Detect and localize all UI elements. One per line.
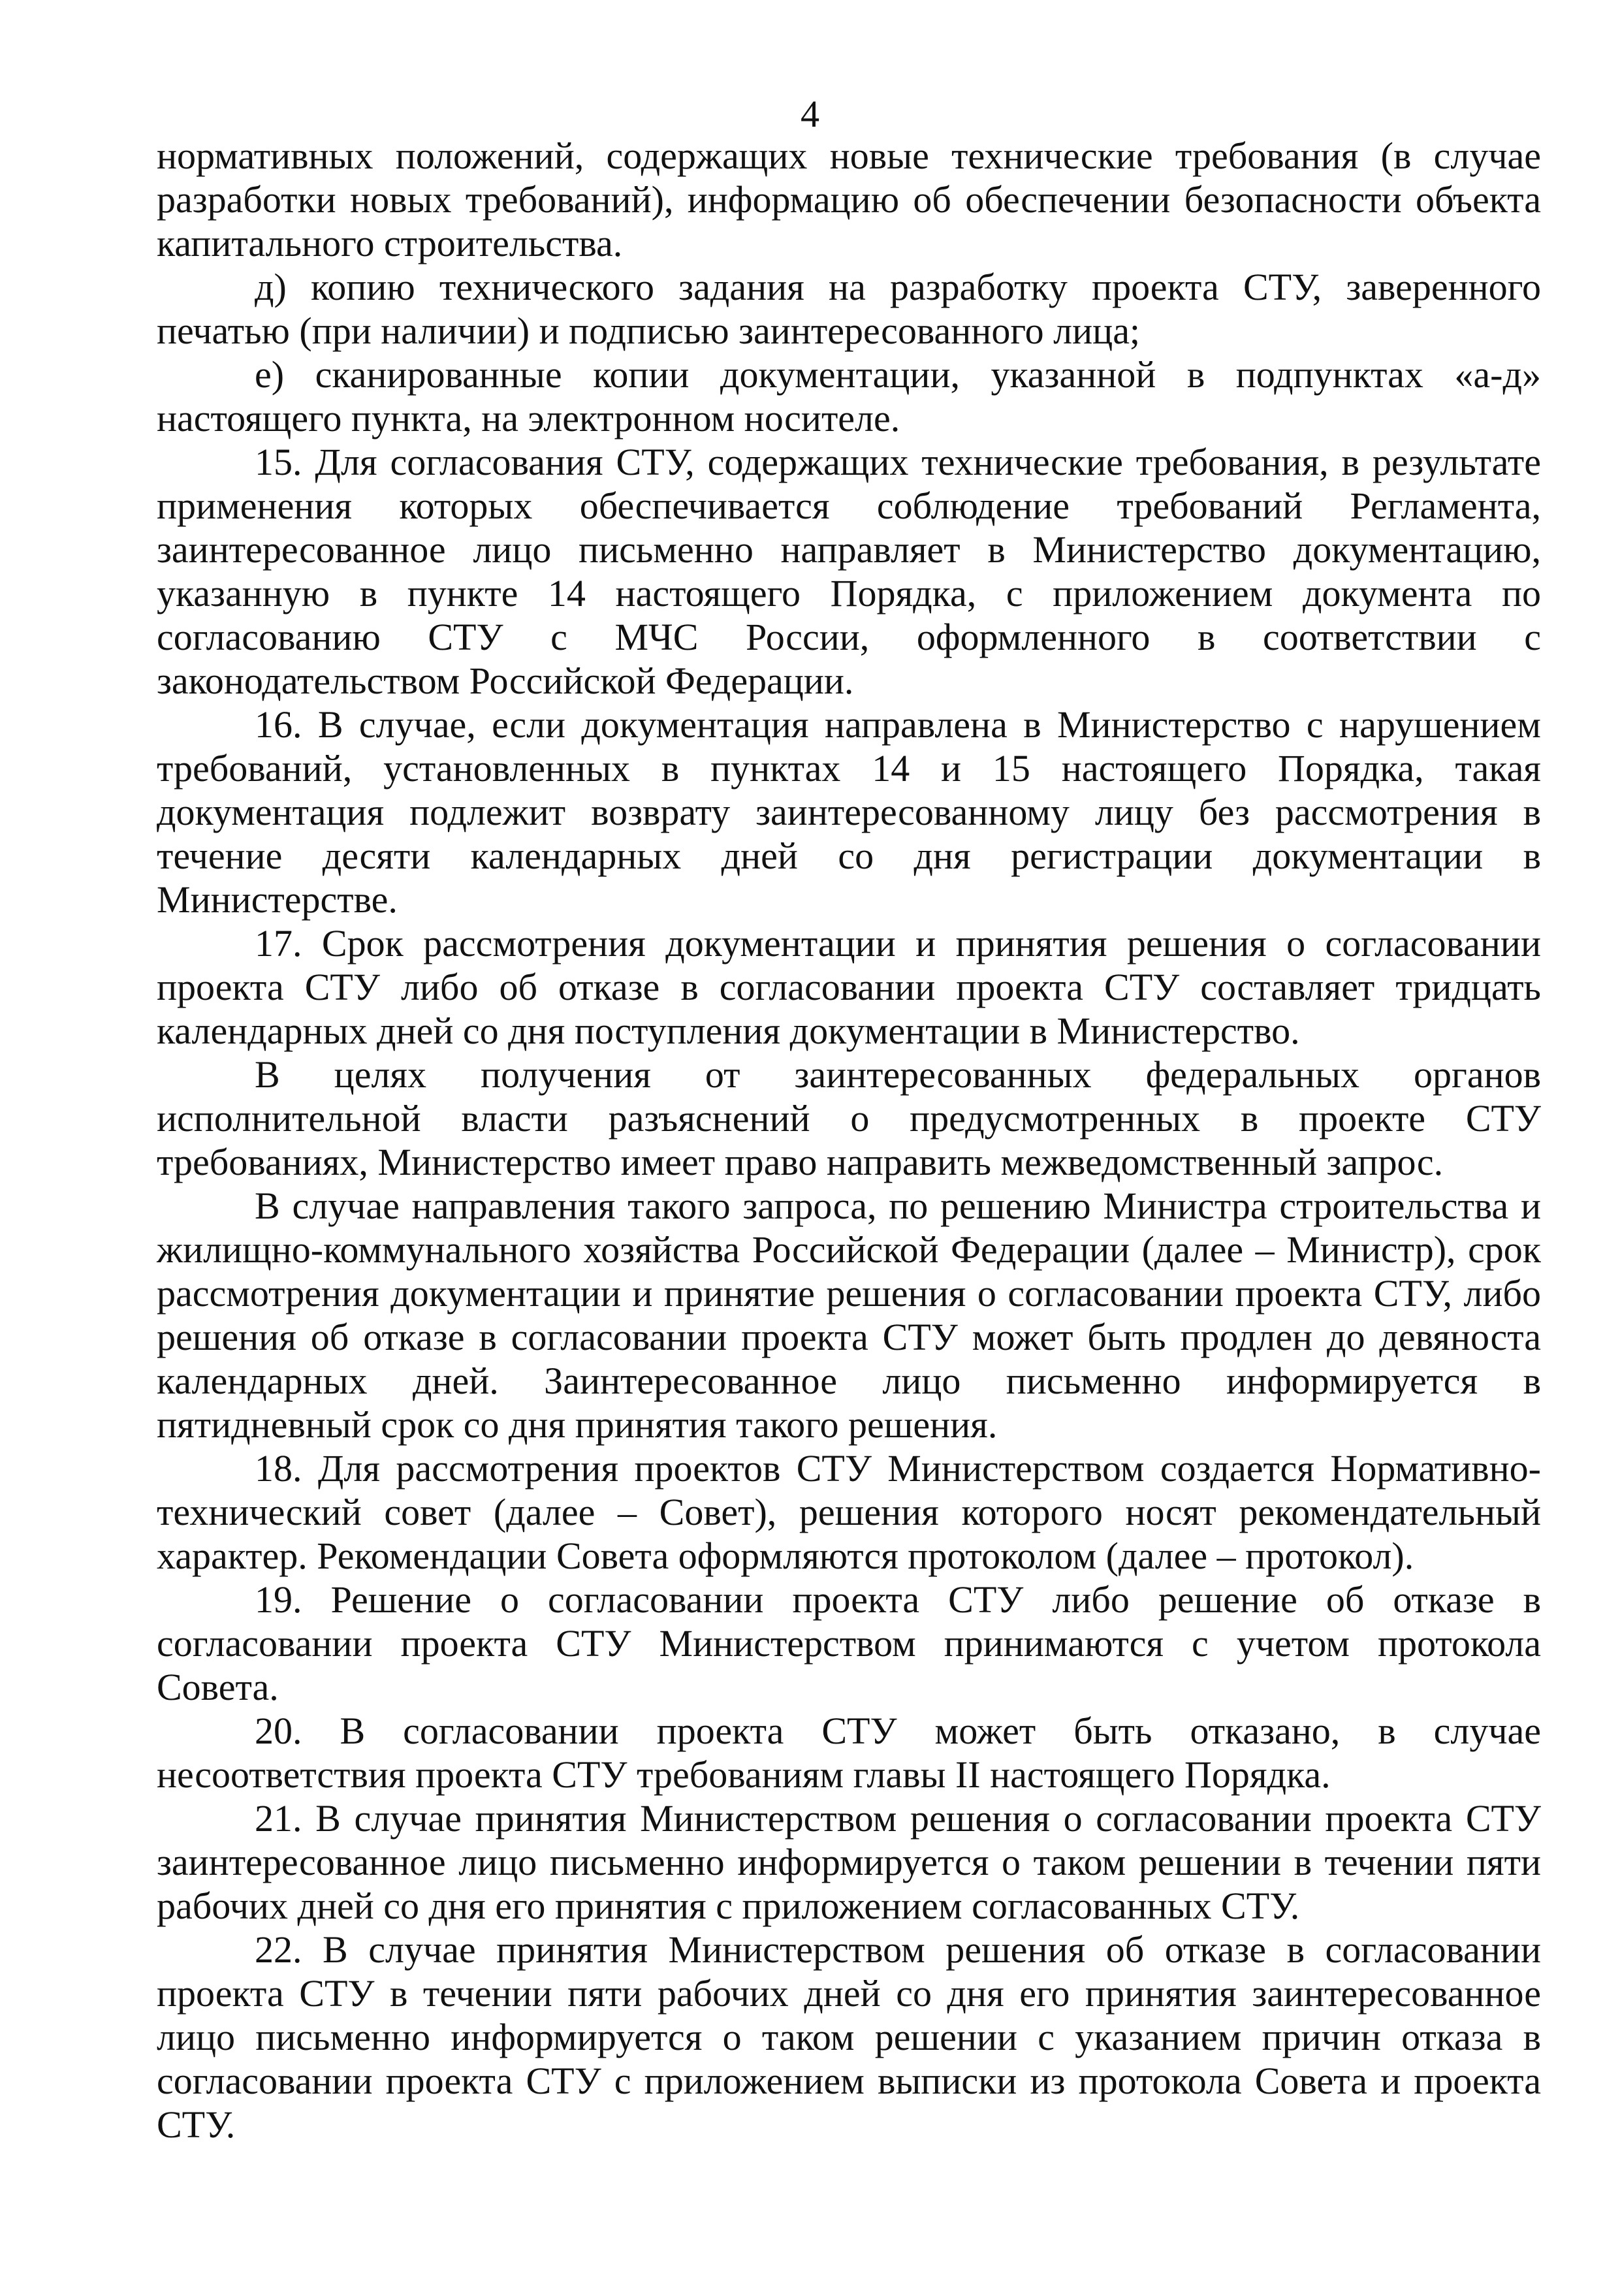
- paragraph-item-15: 15. Для согласования СТУ, содержащих технические требования, в результате применения которых обеспечивается соблюдение требований Регламента, заинтересованное лицо письменно направляет в Министерство документацию, указанную в пункте 14 настоящего Порядка, с приложением документа по согласованию СТУ с МЧС России, оформленного в соответствии с законодательством Российской Федерации.: [157, 441, 1541, 702]
- paragraph-item-20: 20. В согласовании проекта СТУ может быть отказано, в случае несоответствия проекта СТУ требованиям главы II настоящего Порядка.: [157, 1710, 1541, 1796]
- paragraph-subitem-e: е) сканированные копии документации, указанной в подпунктах «а-д» настоящего пункта, на электронном носителе.: [157, 353, 1541, 439]
- paragraph-item-22: 22. В случае принятия Министерством решения об отказе в согласовании проекта СТУ в течении пяти рабочих дней со дня его принятия заинтересованное лицо письменно информируется о таком решении с указанием причин отказа в согласовании проекта СТУ с приложением выписки из протокола Совета и проекта СТУ.: [157, 1928, 1541, 2146]
- paragraph-item-17: 17. Срок рассмотрения документации и принятия решения о согласовании проекта СТУ либо об отказе в согласовании проекта СТУ составляет тридцать календарных дней со дня поступления документации в Министерство.: [157, 922, 1541, 1052]
- paragraph-item-17-interagency-request: В целях получения от заинтересованных федеральных органов исполнительной власти разъяснений о предусмотренных в проекте СТУ требованиях, Министерство имеет право направить межведомственный запрос.: [157, 1053, 1541, 1183]
- paragraph-subitem-d: д) копию технического задания на разработку проекта СТУ, заверенного печатью (при наличии) и подписью заинтересованного лица;: [157, 266, 1541, 352]
- paragraph-item-18: 18. Для рассмотрения проектов СТУ Министерством создается Нормативно-технический совет (далее – Совет), решения которого носят рекомендательный характер. Рекомендации Совета оформляются протоколом (далее – протокол).: [157, 1447, 1541, 1577]
- page-number: 4: [801, 93, 819, 135]
- paragraph-item-17-extension: В случае направления такого запроса, по решению Министра строительства и жилищно-коммунального хозяйства Российской Федерации (далее – Министр), срок рассмотрения документации и принятие решения о согласовании проекта СТУ, либо решения об отказе в согласовании проекта СТУ может быть продлен до девяноста календарных дней. Заинтересованное лицо письменно информируется в пятидневный срок со дня принятия такого решения.: [157, 1185, 1541, 1446]
- paragraph-item-16: 16. В случае, если документация направлена в Министерство с нарушением требований, установленных в пунктах 14 и 15 настоящего Порядка, такая документация подлежит возврату заинтересованному лицу без рассмотрения в течение десяти календарных дней со дня регистрации документации в Министерстве.: [157, 703, 1541, 921]
- document-body: [157, 134, 1541, 2146]
- paragraph-item-19: 19. Решение о согласовании проекта СТУ либо решение об отказе в согласовании проекта СТУ Министерством принимаются с учетом протокола Совета.: [157, 1578, 1541, 1708]
- paragraph-continuation: нормативных положений, содержащих новые технические требования (в случае разработки новых требований), информацию об обеспечении безопасности объекта капитального строительства.: [157, 135, 1541, 264]
- paragraph-item-21: 21. В случае принятия Министерством решения о согласовании проекта СТУ заинтересованное лицо письменно информируется о таком решении в течении пяти рабочих дней со дня его принятия с приложением согласованных СТУ.: [157, 1797, 1541, 1927]
